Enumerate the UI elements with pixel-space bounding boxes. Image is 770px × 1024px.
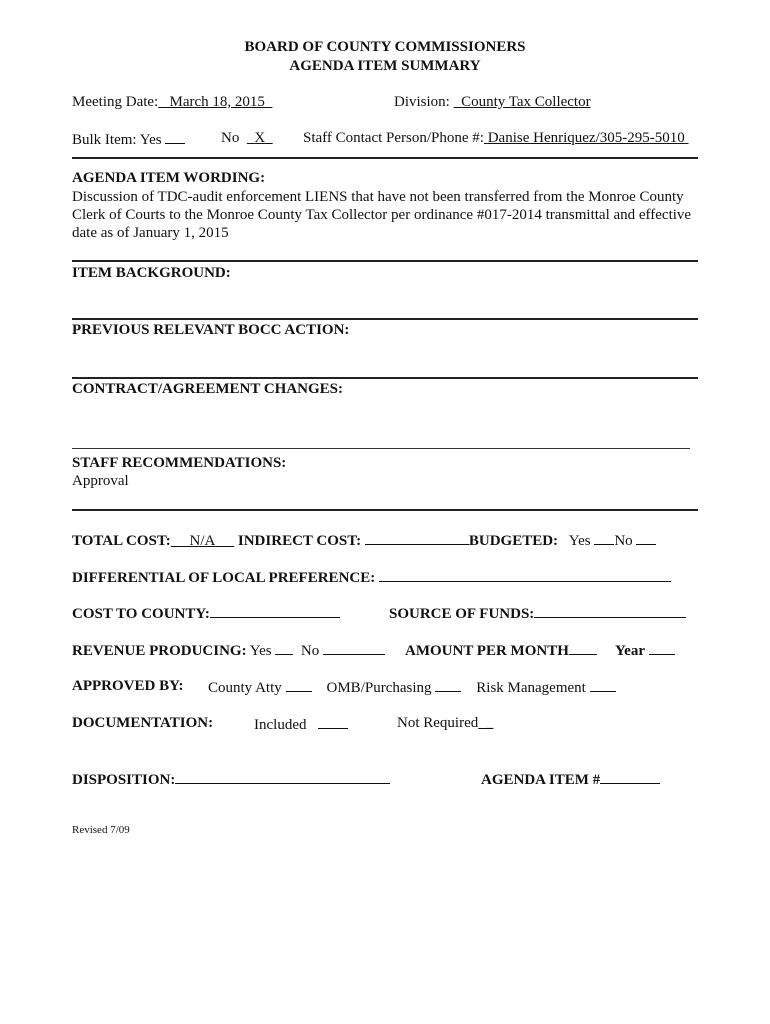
documentation-included bbox=[254, 715, 348, 734]
budgeted-label: BUDGETED: bbox=[468, 533, 559, 549]
staff-recommendations-heading: STAFF RECOMMENDATIONS: bbox=[72, 455, 287, 471]
amount-per-month-blank[interactable] bbox=[569, 641, 597, 655]
not-required-label: Not Required bbox=[397, 715, 479, 731]
wording-heading: AGENDA ITEM WORDING: bbox=[72, 170, 266, 186]
revenue-label: REVENUE PRODUCING: bbox=[72, 643, 247, 659]
revenue-no-blank[interactable] bbox=[323, 641, 385, 655]
bulk-no-row bbox=[221, 130, 273, 147]
differential-blank[interactable] bbox=[379, 568, 671, 582]
cost-to-county-label: COST TO COUNTY: bbox=[72, 606, 210, 622]
revenue-no-label: No bbox=[300, 643, 320, 659]
risk-management-label: Risk Management bbox=[476, 680, 586, 696]
contract-changes-heading: CONTRACT/AGREEMENT CHANGES: bbox=[72, 381, 344, 397]
approved-by-label: APPROVED BY: bbox=[72, 678, 184, 694]
meeting-date-row bbox=[72, 94, 272, 111]
division-text: County Tax Collector bbox=[461, 94, 591, 110]
staff-contact-label: Staff Contact Person/Phone #: bbox=[303, 130, 484, 146]
source-of-funds-blank[interactable] bbox=[534, 604, 686, 618]
included-blank[interactable] bbox=[318, 715, 348, 729]
meeting-date-value bbox=[158, 94, 272, 110]
bulk-no-value[interactable] bbox=[247, 130, 273, 146]
indirect-cost-label: INDIRECT COST: bbox=[237, 533, 362, 549]
staff-contact-row bbox=[303, 130, 689, 147]
division-label: Division: bbox=[394, 94, 450, 110]
bulk-no-mark: X bbox=[254, 130, 266, 146]
bulk-yes-blank[interactable] bbox=[165, 130, 185, 144]
divider bbox=[72, 377, 698, 379]
wording-text: Discussion of TDC-audit enforcement LIENS that have not been transferred from the Monroe County Clerk of Courts to the Monroe County Tax Collector per ordinance #017-2014 transmittal and effective date as of January 1, 2015 bbox=[72, 189, 692, 241]
omb-purchasing-blank[interactable] bbox=[435, 678, 461, 692]
agenda-item-number-label: AGENDA ITEM # bbox=[481, 772, 601, 788]
revenue-yes-label: Yes bbox=[249, 643, 272, 659]
revised-date: Revised 7/09 bbox=[72, 824, 130, 836]
total-cost-text: N/A bbox=[189, 533, 216, 549]
form-title: AGENDA ITEM SUMMARY bbox=[289, 58, 481, 74]
source-of-funds-label: SOURCE OF FUNDS: bbox=[389, 606, 535, 622]
amount-per-month-row bbox=[405, 641, 597, 660]
total-cost-value[interactable] bbox=[171, 533, 234, 549]
divider bbox=[72, 509, 698, 511]
staff-contact-text: Danise Henriquez/305-295-5010 bbox=[487, 130, 685, 146]
division-row bbox=[394, 94, 591, 111]
disposition-row bbox=[72, 770, 390, 789]
budgeted-no-label: No bbox=[614, 533, 633, 549]
documentation-label: DOCUMENTATION: bbox=[72, 715, 214, 731]
budgeted-yes-blank[interactable] bbox=[594, 531, 614, 545]
cost-to-county-blank[interactable] bbox=[210, 604, 340, 618]
not-required-value[interactable] bbox=[478, 715, 493, 731]
previous-action-heading: PREVIOUS RELEVANT BOCC ACTION: bbox=[72, 322, 350, 338]
year-blank[interactable] bbox=[649, 641, 675, 655]
approved-by-row bbox=[72, 678, 184, 695]
agenda-item-number-blank[interactable] bbox=[600, 770, 660, 784]
included-label: Included bbox=[254, 717, 307, 733]
amount-per-month-label: AMOUNT PER MONTH bbox=[405, 643, 569, 659]
omb-purchasing-label: OMB/Purchasing bbox=[326, 680, 432, 696]
differential-row bbox=[72, 568, 671, 587]
county-atty-label: County Atty bbox=[208, 680, 282, 696]
risk-management-blank[interactable] bbox=[590, 678, 616, 692]
budgeted-yes-label: Yes bbox=[568, 533, 591, 549]
documentation-row bbox=[72, 715, 213, 732]
county-atty-blank[interactable] bbox=[286, 678, 312, 692]
approved-by-fields bbox=[208, 678, 616, 697]
year-row bbox=[615, 641, 675, 660]
divider bbox=[72, 157, 698, 159]
item-background-heading: ITEM BACKGROUND: bbox=[72, 265, 231, 281]
agenda-item-number-row bbox=[481, 770, 660, 789]
divider bbox=[72, 318, 698, 320]
not-required-mark: _ bbox=[485, 715, 494, 731]
year-label: Year bbox=[615, 643, 645, 659]
source-of-funds-row bbox=[389, 604, 686, 623]
budgeted-no-blank[interactable] bbox=[636, 531, 656, 545]
bulk-no-label: No bbox=[221, 130, 240, 146]
documentation-not-required bbox=[397, 715, 493, 732]
cost-to-county-row bbox=[72, 604, 340, 623]
disposition-blank[interactable] bbox=[175, 770, 390, 784]
divider bbox=[72, 448, 690, 449]
disposition-label: DISPOSITION: bbox=[72, 772, 176, 788]
differential-label: DIFFERENTIAL OF LOCAL PREFERENCE: bbox=[72, 570, 376, 586]
bulk-item-row bbox=[72, 130, 185, 149]
meeting-date-label: Meeting Date: bbox=[72, 94, 159, 110]
total-cost-label: TOTAL COST: bbox=[72, 533, 171, 549]
board-title: BOARD OF COUNTY COMMISSIONERS bbox=[244, 39, 526, 55]
revenue-row bbox=[72, 641, 385, 660]
divider bbox=[72, 260, 698, 262]
total-cost-row bbox=[72, 531, 656, 550]
division-value bbox=[454, 94, 591, 110]
staff-contact-value bbox=[484, 130, 689, 146]
bulk-item-label: Bulk Item: Yes bbox=[72, 132, 162, 148]
staff-recommendations-value: Approval bbox=[72, 473, 129, 489]
meeting-date-text: March 18, 2015 bbox=[169, 94, 265, 110]
revenue-yes-blank[interactable] bbox=[275, 641, 293, 655]
indirect-cost-blank[interactable] bbox=[365, 531, 469, 545]
